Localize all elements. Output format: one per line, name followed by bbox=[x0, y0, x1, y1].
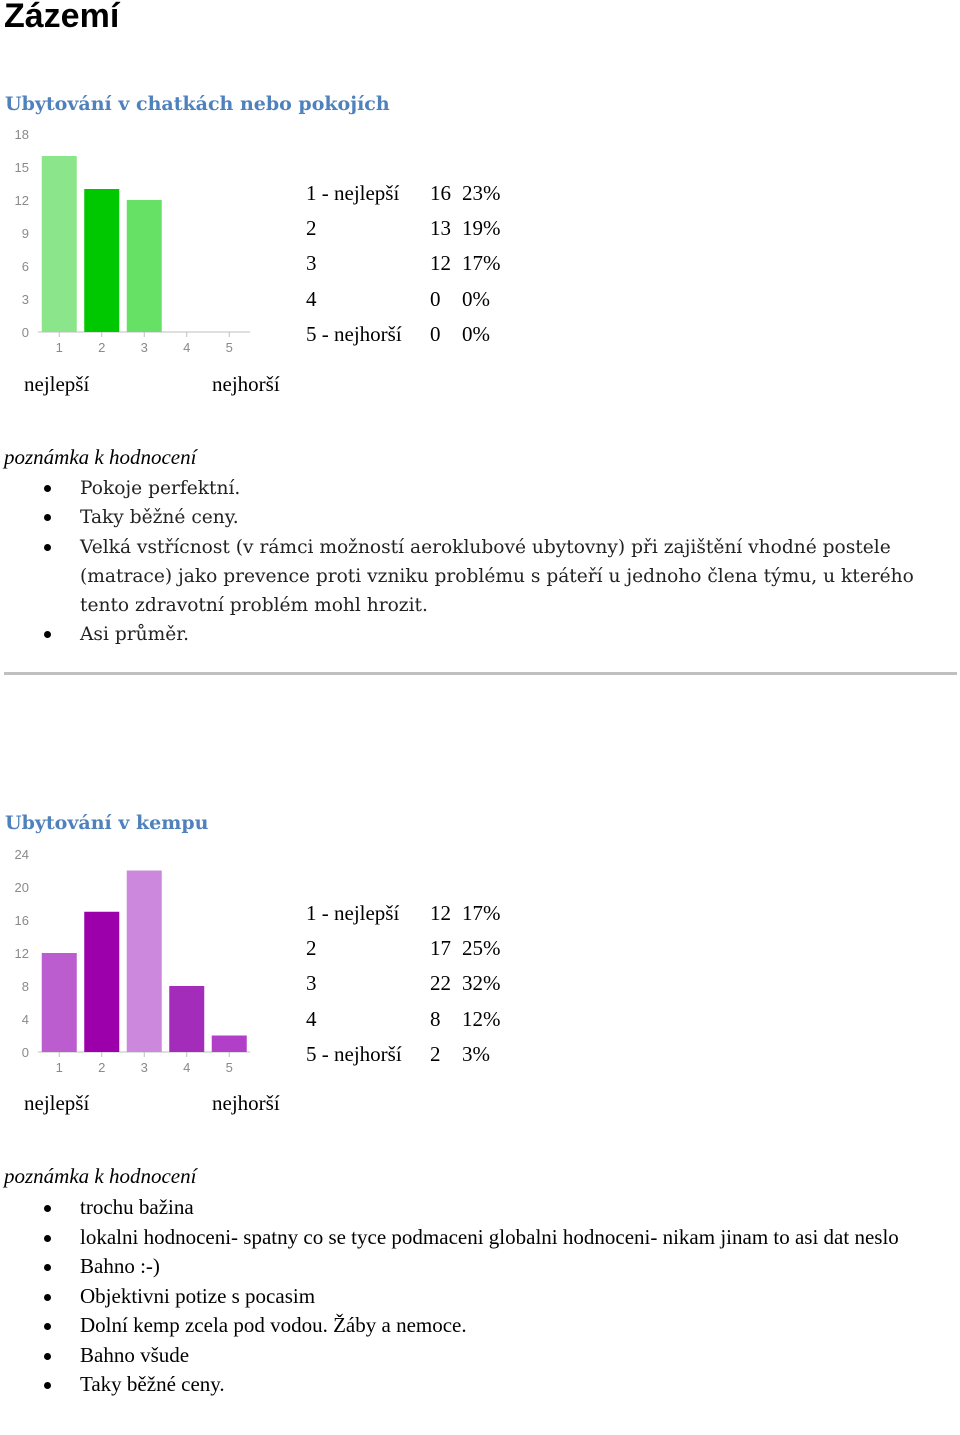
bar-1 bbox=[42, 156, 77, 332]
axis-label-best: nejlepší bbox=[24, 372, 90, 396]
y-tick-label: 0 bbox=[21, 325, 29, 340]
bullet-icon bbox=[44, 485, 51, 492]
note-text: Bahno :-) bbox=[80, 1254, 160, 1278]
result-label: 4 bbox=[306, 1006, 317, 1031]
note-text: Taky běžné ceny. bbox=[80, 1372, 225, 1396]
notes-heading: poznámka k hodnocení bbox=[4, 1164, 197, 1188]
bar-chart-cabins bbox=[0, 120, 260, 355]
result-row bbox=[306, 211, 501, 246]
list-item bbox=[0, 1252, 945, 1282]
list-item bbox=[0, 1223, 945, 1253]
result-label: 4 bbox=[306, 286, 317, 311]
result-percent: 23% bbox=[462, 181, 501, 205]
bullet-icon bbox=[44, 514, 51, 521]
result-label: 2 bbox=[306, 936, 317, 961]
bar-1 bbox=[42, 953, 77, 1052]
bullet-icon bbox=[44, 1294, 51, 1301]
note-text: trochu bažina bbox=[80, 1195, 194, 1219]
note-text: Bahno všude bbox=[80, 1342, 190, 1367]
result-label: 1 - nejlepší bbox=[306, 181, 400, 205]
y-tick-label: 24 bbox=[14, 847, 29, 862]
result-count: 22 bbox=[430, 971, 451, 996]
chart-camp-svg bbox=[0, 840, 260, 1075]
result-percent: 19% bbox=[462, 216, 501, 241]
y-tick-label: 6 bbox=[21, 259, 29, 274]
section-title-camp: Ubytování v kempu bbox=[5, 812, 209, 834]
bar-3 bbox=[127, 200, 162, 332]
result-count: 0 bbox=[430, 286, 441, 311]
result-row bbox=[306, 246, 501, 281]
x-tick-label: 5 bbox=[225, 1060, 233, 1075]
bullet-icon bbox=[44, 1205, 51, 1212]
note-text: Asi průměr. bbox=[80, 624, 189, 646]
result-row bbox=[306, 966, 501, 1001]
result-count: 16 bbox=[430, 181, 451, 205]
y-tick-label: 15 bbox=[14, 160, 29, 175]
bullet-icon bbox=[44, 1264, 51, 1271]
bullet-icon bbox=[44, 544, 51, 551]
note-text: lokalni hodnoceni- spatny co se tyce podmaceni globalni hodnoceni- nikam jinam to asi dat neslo bbox=[80, 1224, 899, 1249]
list-item bbox=[0, 474, 950, 503]
result-count: 2 bbox=[430, 1041, 441, 1066]
list-item bbox=[0, 1370, 945, 1400]
axis-label-worst: nejhorší bbox=[212, 1091, 280, 1115]
y-tick-label: 12 bbox=[14, 946, 29, 961]
bar-3 bbox=[127, 871, 162, 1053]
section-divider bbox=[4, 672, 957, 675]
bullet-icon bbox=[44, 1323, 51, 1330]
x-tick-label: 1 bbox=[55, 340, 63, 355]
y-tick-label: 16 bbox=[14, 913, 29, 928]
y-tick-label: 12 bbox=[14, 193, 29, 208]
result-percent: 32% bbox=[462, 971, 501, 996]
bar-4 bbox=[169, 986, 204, 1052]
result-label: 2 bbox=[306, 216, 317, 241]
note-text: Objektivni potize s pocasim bbox=[80, 1283, 316, 1308]
x-tick-label: 1 bbox=[55, 1060, 63, 1075]
bullet-icon bbox=[44, 1382, 51, 1389]
bar-2 bbox=[84, 189, 119, 332]
result-row bbox=[306, 317, 501, 352]
bullet-icon bbox=[44, 1353, 51, 1360]
y-tick-label: 8 bbox=[21, 979, 29, 994]
axis-label-worst: nejhorší bbox=[212, 372, 280, 396]
bullet-icon bbox=[44, 1235, 51, 1242]
result-row bbox=[306, 282, 501, 317]
result-count: 12 bbox=[430, 251, 451, 276]
x-tick-label: 5 bbox=[225, 340, 233, 355]
result-row bbox=[306, 931, 501, 966]
chart-cabins-svg bbox=[0, 120, 260, 355]
y-tick-label: 9 bbox=[21, 226, 29, 241]
result-row bbox=[306, 896, 501, 931]
result-label: 1 - nejlepší bbox=[306, 901, 400, 925]
results-table-camp bbox=[306, 896, 501, 1072]
notes-heading: poznámka k hodnocení bbox=[4, 445, 197, 469]
x-tick-label: 3 bbox=[140, 1060, 148, 1075]
result-label: 5 - nejhorší bbox=[306, 1041, 402, 1066]
result-percent: 17% bbox=[462, 251, 501, 276]
result-count: 17 bbox=[430, 936, 451, 961]
x-tick-label: 2 bbox=[98, 1060, 106, 1075]
result-count: 8 bbox=[430, 1006, 441, 1031]
result-count: 13 bbox=[430, 216, 451, 241]
results-table-cabins bbox=[306, 176, 501, 352]
section-title-cabins: Ubytování v chatkách nebo pokojích bbox=[5, 93, 390, 115]
list-item bbox=[0, 620, 950, 649]
note-text: Dolní kemp zcela pod vodou. Žáby a nemoce. bbox=[80, 1313, 467, 1337]
result-row bbox=[306, 176, 501, 211]
result-percent: 0% bbox=[462, 286, 490, 311]
bullet-icon bbox=[44, 631, 51, 638]
note-text: Velká vstřícnost (v rámci možností aeroklubové ubytovny) při zajištění vhodné postele (matrace) jako prevence proti vzniku problému s páteří u jednoho člena týmu, u kterého tento zdravotní problém mohl hrozit. bbox=[80, 536, 914, 617]
list-item bbox=[0, 503, 950, 532]
x-tick-label: 4 bbox=[183, 340, 191, 355]
list-item bbox=[0, 1282, 945, 1312]
result-percent: 12% bbox=[462, 1006, 501, 1031]
notes-list-camp bbox=[0, 1193, 945, 1400]
x-tick-label: 2 bbox=[98, 340, 106, 355]
list-item bbox=[0, 1341, 945, 1371]
result-count: 12 bbox=[430, 901, 451, 925]
notes-list-cabins bbox=[0, 474, 950, 650]
bar-2 bbox=[84, 912, 119, 1052]
result-percent: 17% bbox=[462, 901, 501, 925]
y-tick-label: 0 bbox=[21, 1045, 29, 1060]
result-percent: 3% bbox=[462, 1041, 490, 1066]
bar-chart-camp bbox=[0, 840, 260, 1075]
result-row bbox=[306, 1037, 501, 1072]
bar-5 bbox=[212, 1036, 247, 1053]
axis-label-best: nejlepší bbox=[24, 1091, 90, 1115]
result-count: 0 bbox=[430, 321, 441, 346]
page-title: Zázemí bbox=[4, 0, 120, 35]
x-tick-label: 3 bbox=[140, 340, 148, 355]
list-item bbox=[0, 533, 950, 621]
y-tick-label: 3 bbox=[21, 292, 29, 307]
list-item bbox=[0, 1193, 945, 1223]
result-label: 3 bbox=[306, 971, 317, 996]
result-percent: 25% bbox=[462, 936, 501, 961]
result-row bbox=[306, 1002, 501, 1037]
y-tick-label: 20 bbox=[14, 880, 29, 895]
y-tick-label: 18 bbox=[14, 127, 29, 142]
y-tick-label: 4 bbox=[21, 1012, 29, 1027]
result-label: 3 bbox=[306, 251, 317, 276]
x-tick-label: 4 bbox=[183, 1060, 191, 1075]
list-item bbox=[0, 1311, 945, 1341]
note-text: Taky běžné ceny. bbox=[80, 507, 239, 529]
result-percent: 0% bbox=[462, 321, 490, 346]
result-label: 5 - nejhorší bbox=[306, 321, 402, 346]
note-text: Pokoje perfektní. bbox=[80, 478, 241, 499]
